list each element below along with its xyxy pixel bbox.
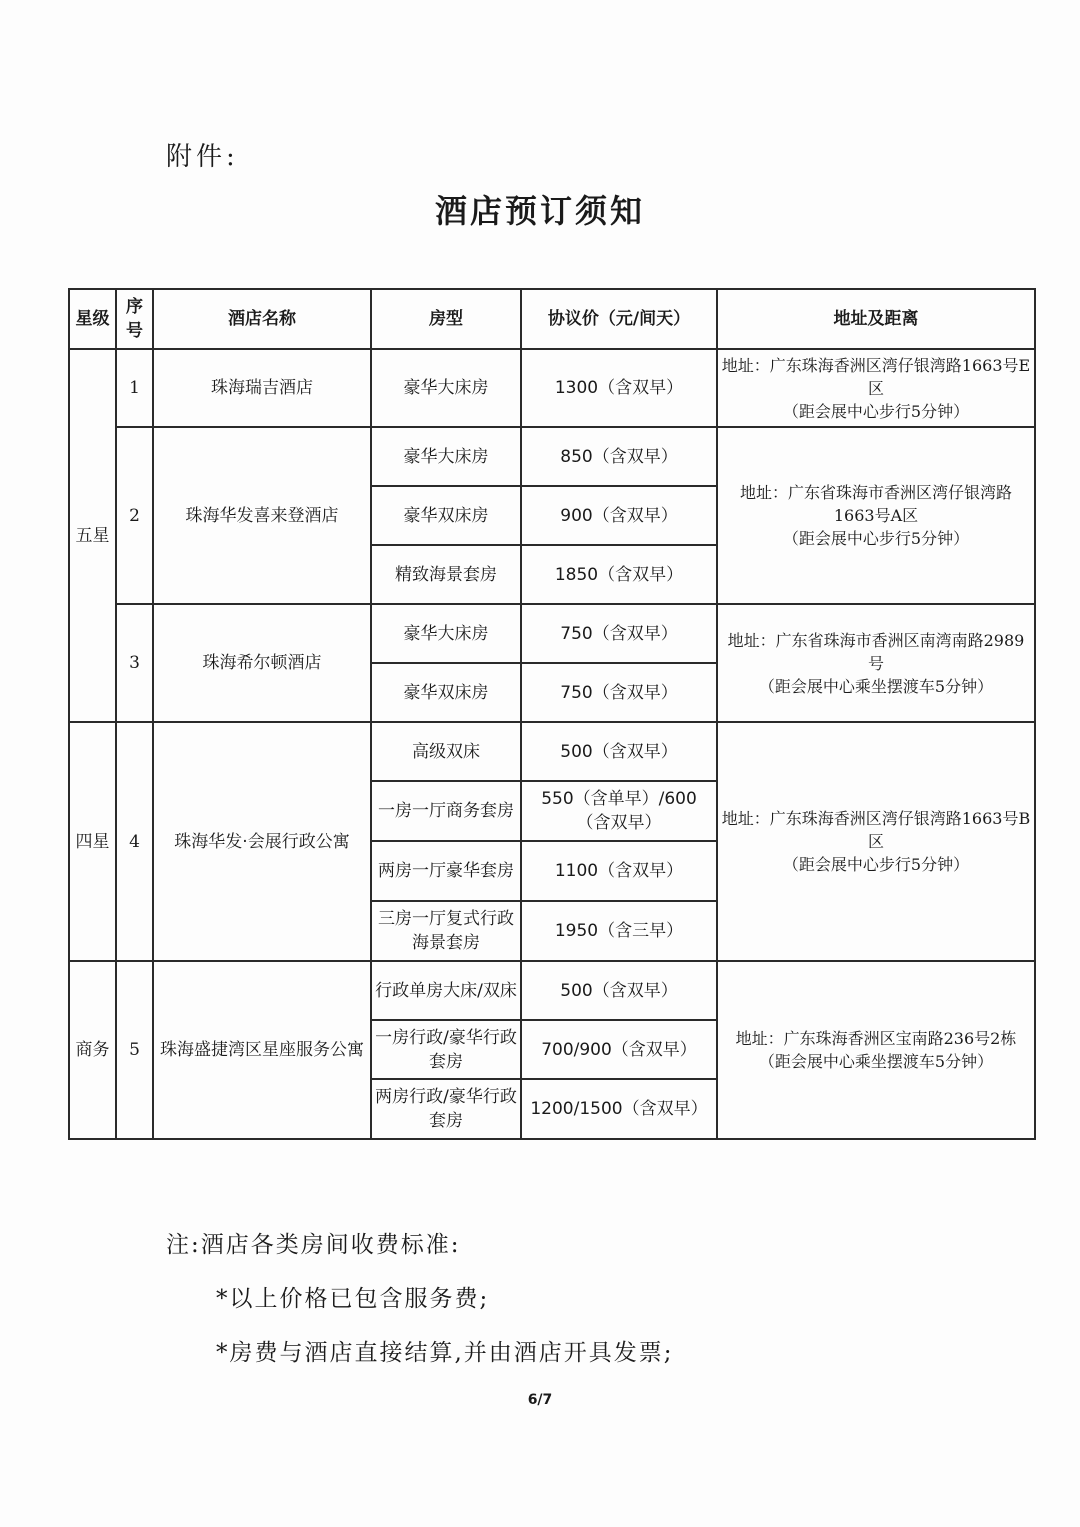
- address-line: 地址：广东省珠海市香洲区南湾南路2989号: [727, 630, 1025, 673]
- price-cell: 900（含双早）: [521, 486, 717, 545]
- header-star-level: 星级: [69, 289, 116, 349]
- table-row: [69, 604, 1035, 663]
- star-level-cell: 四星: [69, 722, 116, 961]
- distance-line: （距会展中心步行5分钟）: [782, 855, 970, 874]
- table-row: [69, 961, 1035, 1020]
- hotel-name-cell: 珠海希尔顿酒店: [153, 604, 371, 722]
- table-row: [69, 349, 1035, 427]
- room-type-cell: 行政单房大床/双床: [371, 961, 521, 1020]
- room-type-cell: 两房行政/豪华行政套房: [371, 1079, 521, 1139]
- room-type-cell: 精致海景套房: [371, 545, 521, 604]
- price-cell: 1850（含双早）: [521, 545, 717, 604]
- price-cell: 500（含双早）: [521, 961, 717, 1020]
- address-cell: [717, 427, 1035, 604]
- note-item: *房费与酒店直接结算,并由酒店开具发票;: [216, 1340, 674, 1366]
- distance-line: （距会展中心步行5分钟）: [782, 401, 970, 421]
- price-cell: 500（含双早）: [521, 722, 717, 781]
- hotel-name-cell: 珠海盛捷湾区星座服务公寓: [153, 961, 371, 1139]
- price-cell: 850（含双早）: [521, 427, 717, 486]
- hotel-table: [68, 288, 1036, 1140]
- star-level-cell: 商务: [69, 961, 116, 1139]
- hotel-name-cell: 珠海华发·会展行政公寓: [153, 722, 371, 961]
- price-cell: 1950（含三早）: [521, 901, 717, 961]
- price-cell: 700/900（含双早）: [521, 1020, 717, 1079]
- header-hotel-name: 酒店名称: [153, 289, 371, 349]
- room-type-cell: 豪华大床房: [371, 427, 521, 486]
- room-type-cell: 一房一厅商务套房: [371, 781, 521, 841]
- hotel-name-cell: 珠海瑞吉酒店: [153, 349, 371, 427]
- page-number: 6/7: [527, 1392, 553, 1408]
- room-type-cell: 三房一厅复式行政海景套房: [371, 901, 521, 961]
- table-row: [69, 722, 1035, 781]
- address-cell: [717, 604, 1035, 722]
- room-type-cell: 豪华大床房: [371, 604, 521, 663]
- room-type-cell: 豪华双床房: [371, 486, 521, 545]
- address-line: 地址：广东省珠海市香洲区湾仔银湾路1663号A区: [739, 483, 1012, 525]
- address-line: 地址：广东珠海香洲区湾仔银湾路1663号B区: [721, 809, 1031, 851]
- attachment-label: 附件:: [166, 142, 239, 172]
- room-type-cell: 豪华大床房: [371, 349, 521, 427]
- seq-cell: 1: [116, 349, 153, 427]
- hotel-name-cell: 珠海华发喜来登酒店: [153, 427, 371, 604]
- notes-heading: 注:酒店各类房间收费标准:: [166, 1232, 461, 1258]
- distance-line: （距会展中心步行5分钟）: [782, 529, 970, 548]
- table-row: [69, 427, 1035, 486]
- header-room-type: 房型: [371, 289, 521, 349]
- seq-cell: 4: [116, 722, 153, 961]
- document-title: 酒店预订须知: [434, 192, 645, 230]
- table-header-row: [69, 289, 1035, 349]
- address-cell: [717, 961, 1035, 1139]
- star-level-cell: 五星: [69, 349, 116, 722]
- address-line: 地址：广东珠海香洲区宝南路236号2栋: [735, 1029, 1017, 1048]
- price-cell: 550（含单早）/600（含双早）: [521, 781, 717, 841]
- price-cell: 1100（含双早）: [521, 841, 717, 901]
- distance-line: （距会展中心乘坐摆渡车5分钟）: [758, 676, 994, 696]
- price-cell: 1200/1500（含双早）: [521, 1079, 717, 1139]
- distance-line: （距会展中心乘坐摆渡车5分钟）: [758, 1052, 994, 1071]
- note-item: *以上价格已包含服务费;: [216, 1286, 490, 1312]
- room-type-cell: 两房一厅豪华套房: [371, 841, 521, 901]
- seq-cell: 5: [116, 961, 153, 1139]
- address-cell: [717, 349, 1035, 427]
- header-address: 地址及距离: [717, 289, 1035, 349]
- address-cell: [717, 722, 1035, 961]
- price-cell: 1300（含双早）: [521, 349, 717, 427]
- room-type-cell: 豪华双床房: [371, 663, 521, 722]
- room-type-cell: 一房行政/豪华行政套房: [371, 1020, 521, 1079]
- header-price: 协议价（元/间天）: [521, 289, 717, 349]
- price-cell: 750（含双早）: [521, 604, 717, 663]
- room-type-cell: 高级双床: [371, 722, 521, 781]
- address-line: 地址：广东珠海香洲区湾仔银湾路1663号E区: [721, 355, 1031, 398]
- header-seq: 序号: [116, 289, 153, 349]
- seq-cell: 2: [116, 427, 153, 604]
- seq-cell: 3: [116, 604, 153, 722]
- notes-section: [166, 1218, 674, 1380]
- price-cell: 750（含双早）: [521, 663, 717, 722]
